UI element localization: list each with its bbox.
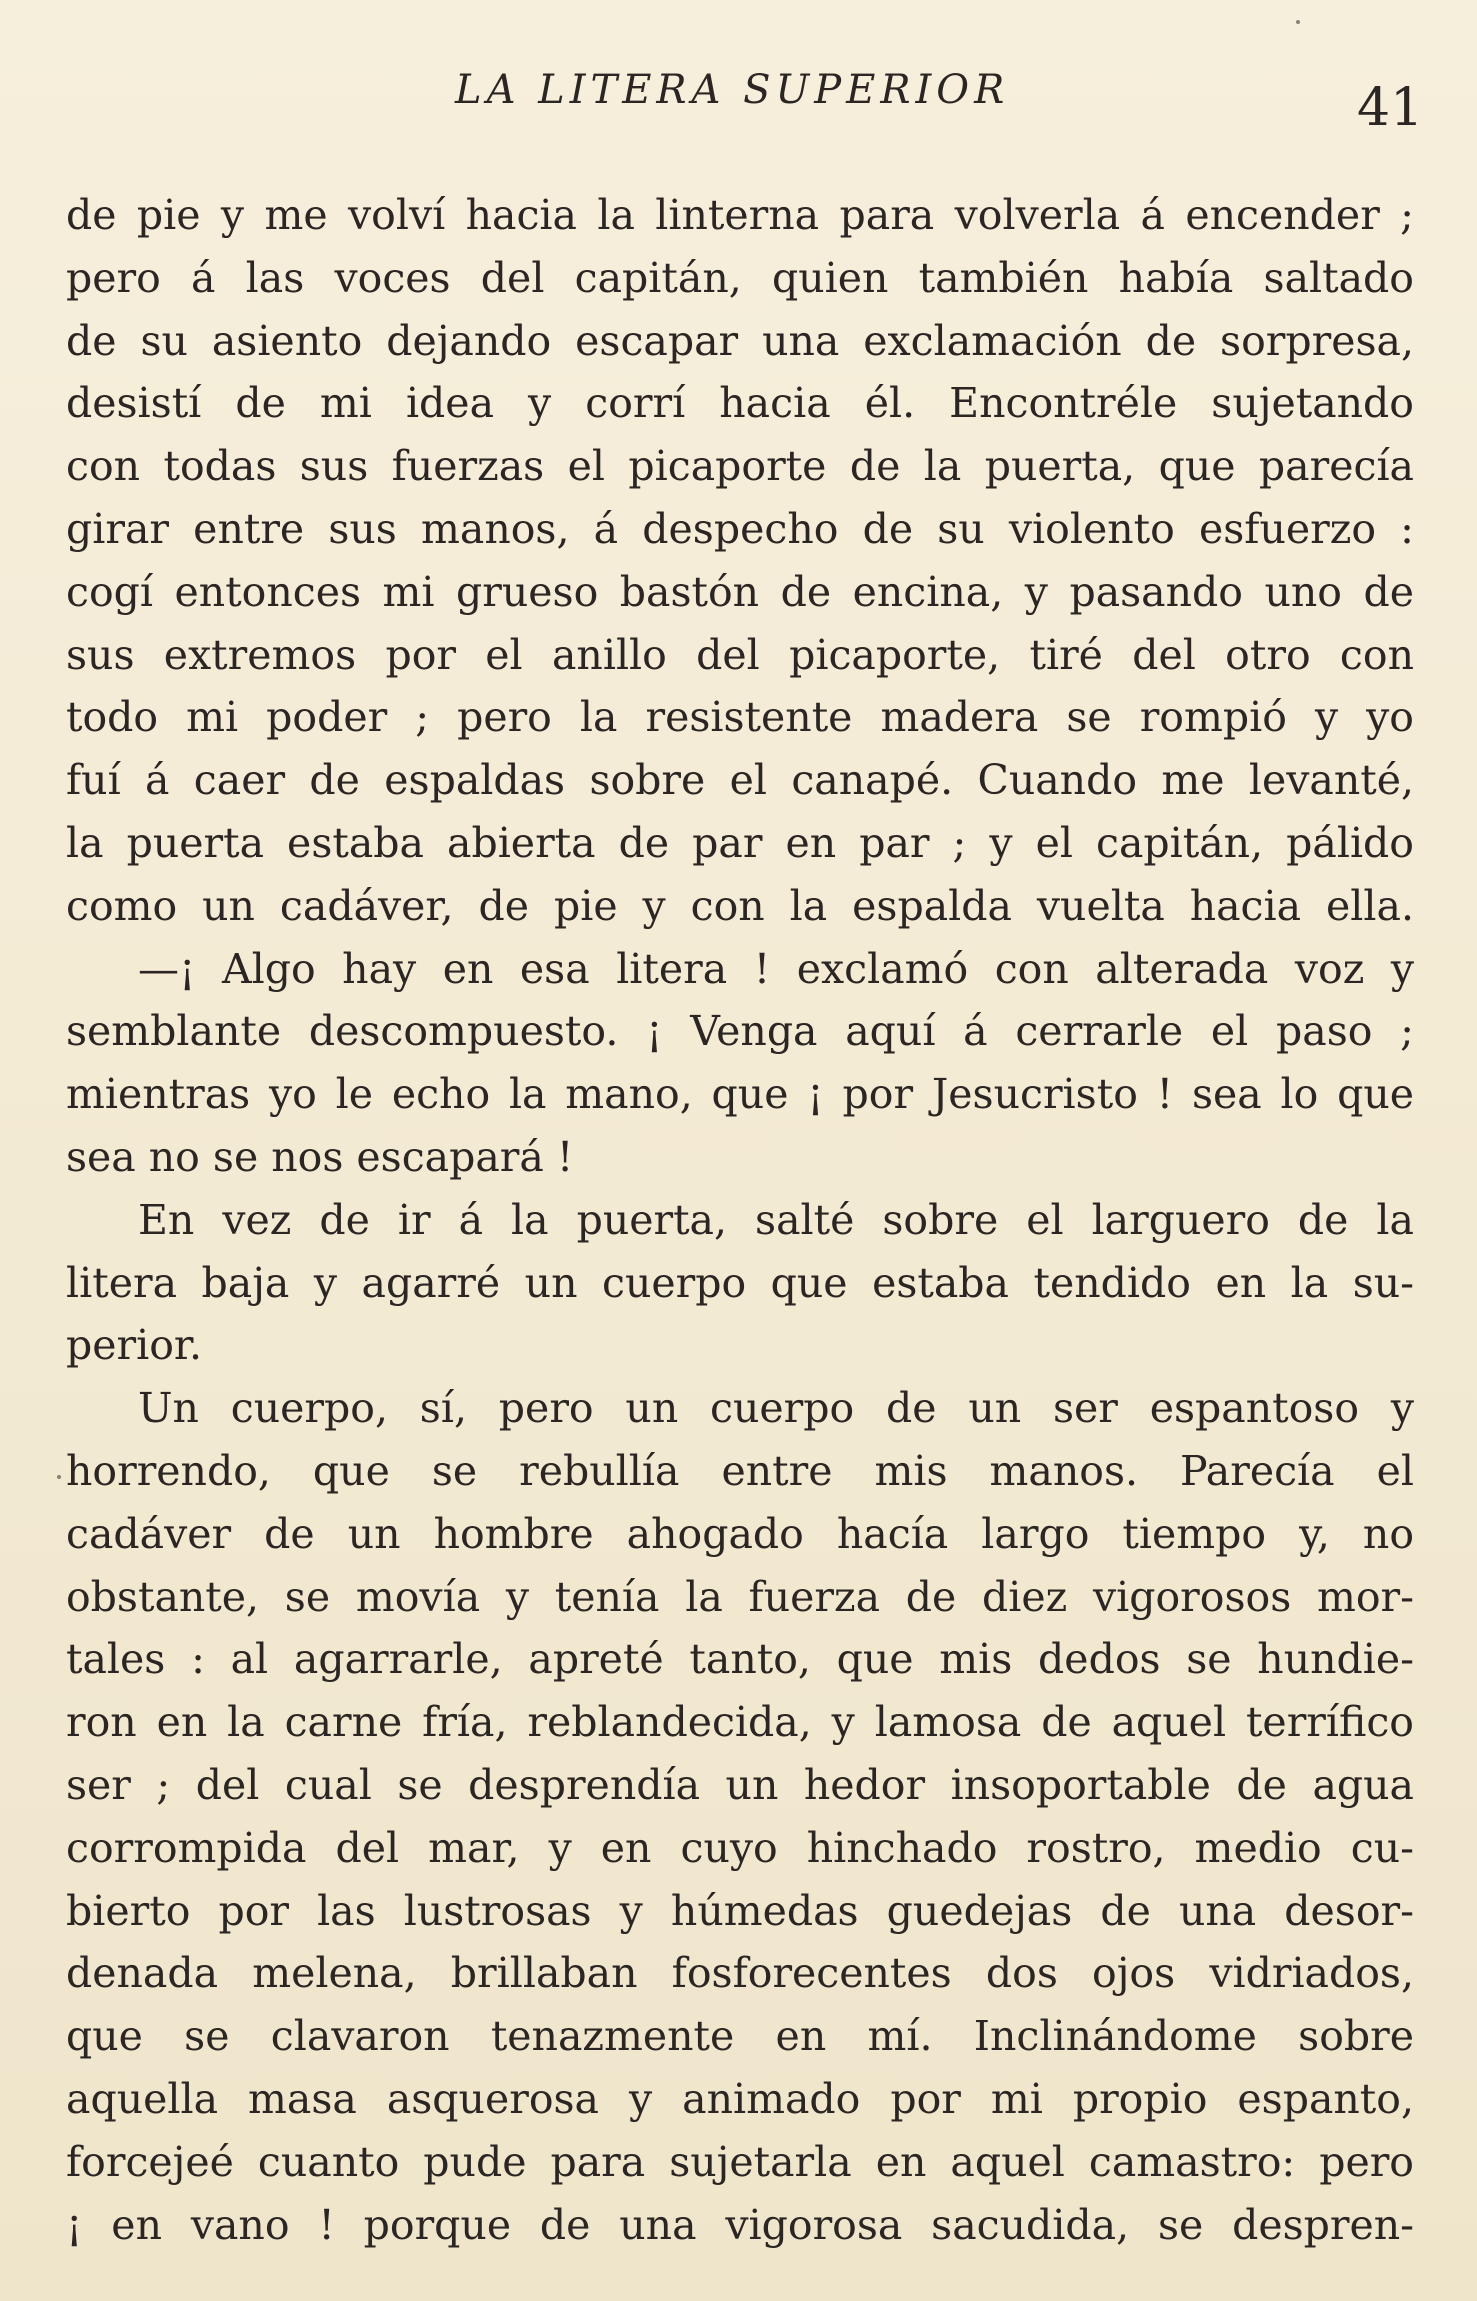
text-line: horrendo, que se rebullía entre mis manos. Parecía el (66, 1446, 1414, 1495)
text-line: pero á las voces del capitán, quien también había saltado (66, 253, 1414, 302)
print-speck (1296, 20, 1300, 24)
text-line: tales : al agarrarle, apreté tanto, que mis dedos se hundie- (66, 1635, 1414, 1684)
text-line: que se clavaron tenazmente en mí. Inclinándome sobre (66, 2012, 1414, 2061)
text-line: forcejeé cuanto pude para sujetarla en aquel camastro: pero (66, 2137, 1414, 2186)
text-line: —¡ Algo hay en esa litera ! exclamó con alterada voz y (138, 944, 1414, 993)
text-line: sus extremos por el anillo del picaporte, tiré del otro con (66, 630, 1414, 679)
text-line: cogí entonces mi grueso bastón de encina, y pasando uno de (66, 567, 1414, 616)
text-line: con todas sus fuerzas el picaporte de la puerta, que parecía (66, 442, 1414, 491)
text-line: desistí de mi idea y corrí hacia él. Encontréle sujetando (66, 379, 1414, 428)
text-line: la puerta estaba abierta de par en par ; y el capitán, pálido (66, 818, 1414, 867)
text-line: ser ; del cual se desprendía un hedor insoportable de agua (66, 1760, 1414, 1809)
text-line: denada melena, brillaban fosforecentes dos ojos vidriados, (66, 1949, 1414, 1998)
text-line: perior. (66, 1321, 203, 1370)
text-line: Un cuerpo, sí, pero un cuerpo de un ser espantoso y (138, 1384, 1414, 1433)
text-line: de pie y me volví hacia la linterna para volverla á encender ; (66, 191, 1414, 239)
text-line: de su asiento dejando escapar una exclamación de sorpresa, (66, 316, 1414, 365)
text-line: ron en la carne fría, reblandecida, y lamosa de aquel terrífico (66, 1698, 1414, 1747)
text-line: obstante, se movía y tenía la fuerza de diez vigorosos mor- (66, 1572, 1414, 1621)
text-line: mientras yo le echo la mano, que ¡ por Jesucristo ! sea lo que (66, 1070, 1414, 1119)
text-line: ¡ en vano ! porque de una vigorosa sacudida, se despren- (66, 2200, 1414, 2249)
text-line: fuí á caer de espaldas sobre el canapé. Cuando me levanté, (66, 756, 1414, 805)
text-line: semblante descompuesto. ¡ Venga aquí á cerrarle el paso ; (66, 1007, 1414, 1056)
text-line: litera baja y agarré un cuerpo que estaba tendido en la su- (66, 1258, 1414, 1307)
running-title: LA LITERA SUPERIOR (455, 67, 1010, 113)
text-line: girar entre sus manos, á despecho de su violento esfuerzo : (66, 504, 1414, 553)
text-line: aquella masa asquerosa y animado por mi propio espanto, (66, 2074, 1414, 2123)
text-line: como un cadáver, de pie y con la espalda vuelta hacia ella. (66, 881, 1414, 930)
text-line: En vez de ir á la puerta, salté sobre el larguero de la (138, 1195, 1414, 1244)
page-number: 41 (1357, 78, 1424, 138)
text-line: sea no se nos escapará ! (66, 1132, 574, 1181)
text-line: bierto por las lustrosas y húmedas guedejas de una desor- (66, 1886, 1414, 1935)
text-line: corrompida del mar, y en cuyo hinchado rostro, medio cu- (66, 1823, 1414, 1872)
text-line: cadáver de un hombre ahogado hacía largo tiempo y, no (66, 1509, 1414, 1558)
print-speck (57, 1475, 61, 1479)
body-text (66, 184, 1414, 2256)
text-line: todo mi poder ; pero la resistente madera se rompió y yo (66, 693, 1414, 742)
